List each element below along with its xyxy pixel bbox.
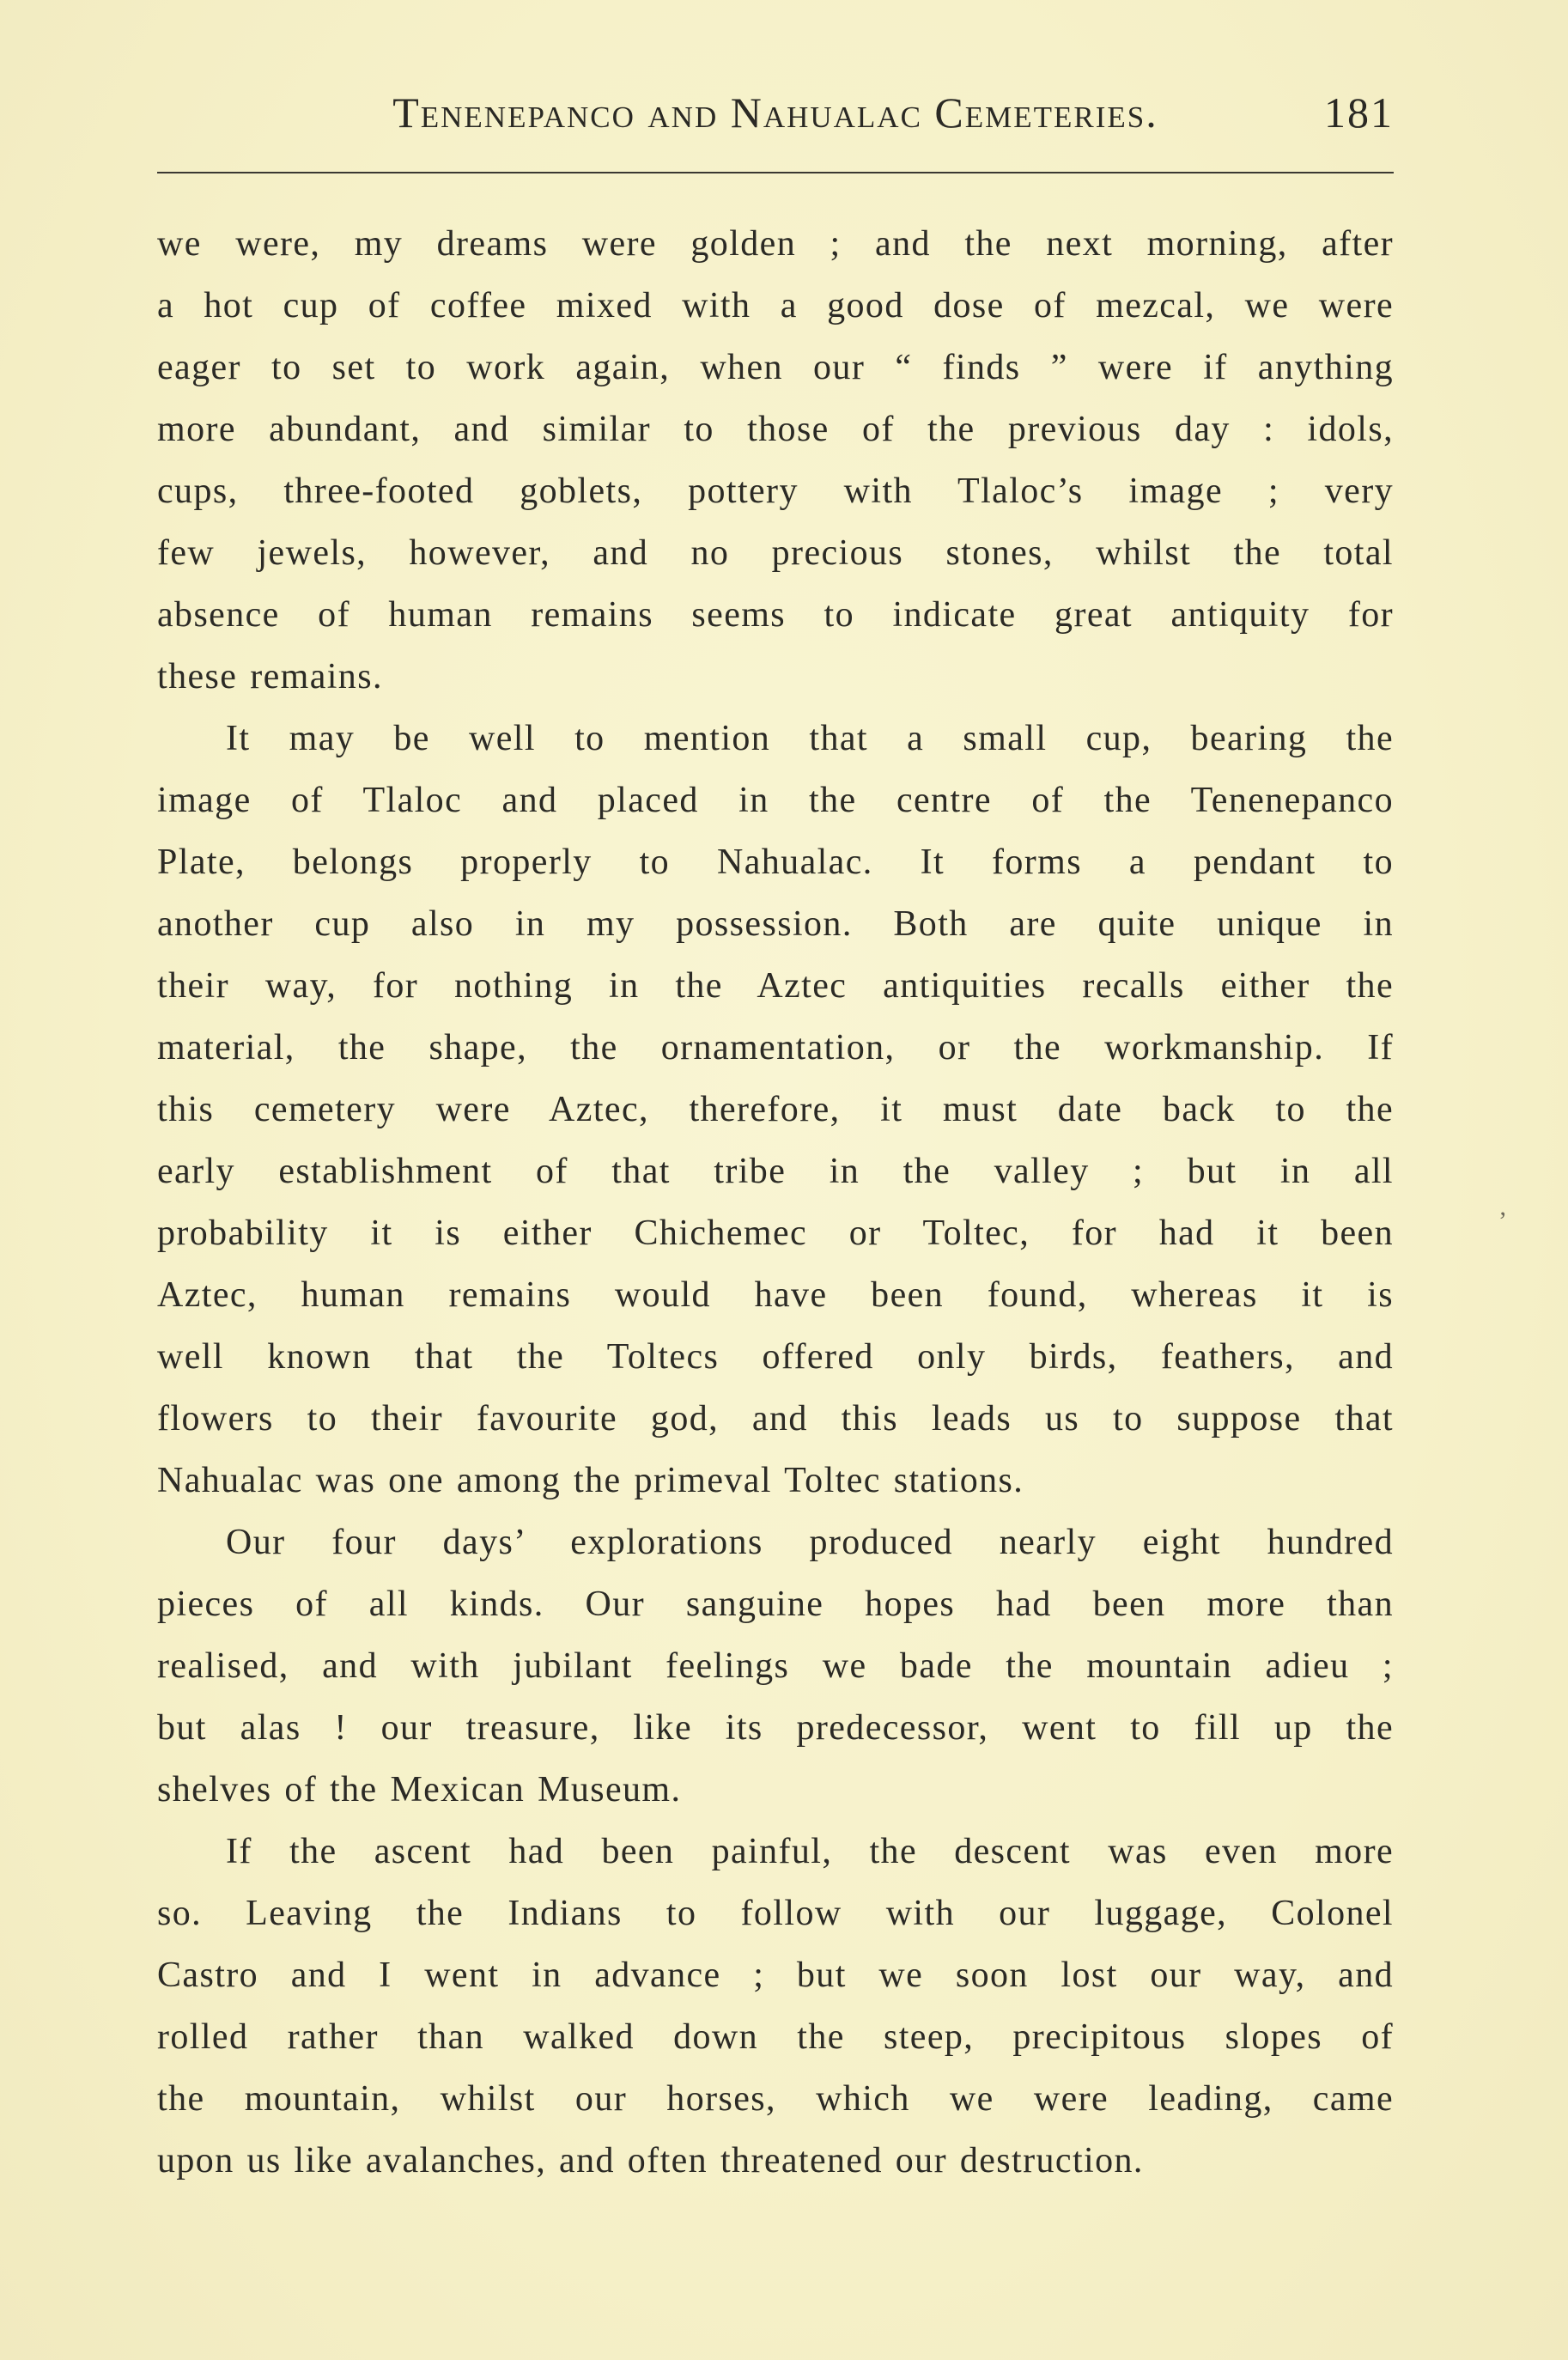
text-line: cups, three-footed goblets, pottery with Tlaloc’s image ; very bbox=[157, 471, 1394, 511]
text-line: rolled rather than walked down the steep, precipitous slopes of bbox=[157, 2017, 1394, 2057]
text-line: well known that the Toltecs offered only birds, feathers, and bbox=[157, 1337, 1394, 1377]
text-line: another cup also in my possession. Both are quite unique in bbox=[157, 904, 1394, 944]
body-text bbox=[157, 213, 1394, 2192]
text-line: Nahualac was one among the primeval Toltec stations. bbox=[157, 1461, 1024, 1500]
text-line: but alas ! our treasure, like its predecessor, went to fill up the bbox=[157, 1708, 1394, 1748]
margin-mark: ’ bbox=[1498, 1207, 1507, 1235]
text-line: more abundant, and similar to those of the previous day : idols, bbox=[157, 410, 1394, 449]
paragraph bbox=[157, 1821, 1394, 2192]
text-line: If the ascent had been painful, the descent was even more bbox=[226, 1832, 1394, 1871]
text-line: It may be well to mention that a small cup, bearing the bbox=[226, 719, 1394, 758]
paragraph bbox=[157, 213, 1394, 708]
text-line: Our four days’ explorations produced nearly eight hundred bbox=[226, 1523, 1394, 1562]
header-rule bbox=[157, 172, 1394, 173]
text-line: early establishment of that tribe in the valley ; but in all bbox=[157, 1152, 1394, 1191]
text-line: these remains. bbox=[157, 657, 383, 696]
text-line: their way, for nothing in the Aztec antiquities recalls either the bbox=[157, 966, 1394, 1006]
text-line: Castro and I went in advance ; but we soon lost our way, and bbox=[157, 1956, 1394, 1995]
text-line: eager to set to work again, when our “ finds ” were if anything bbox=[157, 348, 1394, 387]
text-line: few jewels, however, and no precious stones, whilst the total bbox=[157, 533, 1394, 573]
text-line: pieces of all kinds. Our sanguine hopes had been more than bbox=[157, 1584, 1394, 1624]
running-head bbox=[157, 82, 1394, 143]
text-line: flowers to their favourite god, and this leads us to suppose that bbox=[157, 1399, 1394, 1439]
text-line: this cemetery were Aztec, therefore, it must date back to the bbox=[157, 1090, 1394, 1129]
text-line: Aztec, human remains would have been found, whereas it is bbox=[157, 1275, 1394, 1315]
text-line: realised, and with jubilant feelings we bade the mountain adieu ; bbox=[157, 1646, 1394, 1686]
text-line: image of Tlaloc and placed in the centre of the Tenenepanco bbox=[157, 781, 1394, 820]
text-line: the mountain, whilst our horses, which we were leading, came bbox=[157, 2079, 1394, 2119]
text-line: a hot cup of coffee mixed with a good dose of mezcal, we were bbox=[157, 286, 1394, 325]
paragraph bbox=[157, 708, 1394, 1511]
text-line: absence of human remains seems to indicate great antiquity for bbox=[157, 595, 1394, 635]
text-line: material, the shape, the ornamentation, or the workmanship. If bbox=[157, 1028, 1394, 1067]
text-line: upon us like avalanches, and often threatened our destruction. bbox=[157, 2141, 1144, 2181]
text-line: Plate, belongs properly to Nahualac. It forms a pendant to bbox=[157, 842, 1394, 882]
text-line: probability it is either Chichemec or Toltec, for had it been bbox=[157, 1213, 1394, 1253]
running-head-title: Tenenepanco and Nahualac Cemeteries. bbox=[392, 88, 1158, 137]
text-line: so. Leaving the Indians to follow with our luggage, Colonel bbox=[157, 1894, 1394, 1933]
page-number: 181 bbox=[1324, 88, 1394, 137]
paragraph bbox=[157, 1511, 1394, 1821]
text-line: we were, my dreams were golden ; and the next morning, after bbox=[157, 224, 1394, 264]
text-line: shelves of the Mexican Museum. bbox=[157, 1770, 682, 1810]
